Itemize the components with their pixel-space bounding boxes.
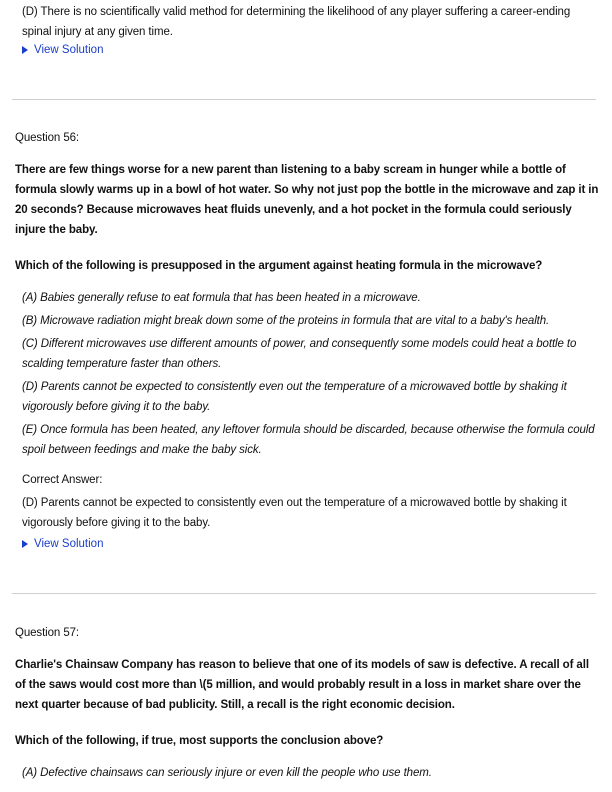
answer-options xyxy=(0,288,612,463)
prompt-text: Which of the following, if true, most supports the conclusion above? xyxy=(15,735,384,747)
previous-answer-text: (D) There is no scientifically valid method for determining the likelihood of any player suffering a career-ending spinal injury at any given time. xyxy=(22,6,571,38)
correct-answer-label: Correct Answer: xyxy=(22,474,103,486)
option-a[interactable]: (A) Defective chainsaws can seriously injure or even kill the people who use them. xyxy=(22,767,432,779)
question-57-prompt xyxy=(0,731,612,751)
question-56 xyxy=(0,128,612,148)
view-solution-link[interactable] xyxy=(22,538,103,550)
question-57-passage xyxy=(0,655,612,715)
question-56-prompt xyxy=(0,256,612,276)
previous-view-solution-row xyxy=(0,41,612,59)
passage-text: There are few things worse for a new parent than listening to a baby scream in hunger while a bottle of formula slowly warms up in a bowl of hot water. So why not just pop the bottle in the microwave and zap it in 20 seconds? Because microwaves heat fluids unevenly, and a hot pocket in the formula could seriously injure the baby. xyxy=(15,164,599,236)
correct-answer-text: (D) Parents cannot be expected to consistently even out the temperature of a microwaved bottle by shaking it vigorously before giving it to the baby. xyxy=(22,497,567,529)
view-solution-label: View Solution xyxy=(34,44,104,56)
divider xyxy=(12,99,596,100)
triangle-right-icon xyxy=(22,46,28,54)
question-heading: Question 56: xyxy=(15,132,80,144)
option-e[interactable]: (E) Once formula has been heated, any leftover formula should be discarded, because otherwise the formula could spoil between feedings and make the baby sick. xyxy=(22,424,595,456)
question-heading: Question 57: xyxy=(15,627,80,639)
option-b[interactable]: (B) Microwave radiation might break down some of the proteins in formula that are vital to a baby's health. xyxy=(22,315,550,327)
option-a[interactable]: (A) Babies generally refuse to eat formula that has been heated in a microwave. xyxy=(22,292,421,304)
view-solution-label: View Solution xyxy=(34,538,104,550)
view-solution-link[interactable] xyxy=(22,44,103,56)
question-57 xyxy=(0,623,612,643)
triangle-right-icon xyxy=(22,540,28,548)
option-d[interactable]: (D) Parents cannot be expected to consistently even out the temperature of a microwaved bottle by shaking it vigorously before giving it to the baby. xyxy=(22,381,567,413)
correct-answer xyxy=(0,493,612,533)
previous-answer xyxy=(0,2,612,42)
prompt-text: Which of the following is presupposed in the argument against heating formula in the microwave? xyxy=(15,260,543,272)
view-solution-row xyxy=(0,535,612,553)
answer-options xyxy=(0,763,612,786)
option-c[interactable]: (C) Different microwaves use different amounts of power, and consequently some models could heat a bottle to scalding temperature faster than others. xyxy=(22,338,577,370)
correct-answer-heading-row xyxy=(0,470,612,490)
divider xyxy=(12,593,596,594)
question-56-passage xyxy=(0,160,612,240)
passage-text: Charlie's Chainsaw Company has reason to believe that one of its models of saw is defective. A recall of all of the saws would cost more than \(5 million, and would probably result in a loss in market share over the next quarter because of bad publicity. Still, a recall is the right economic decision. xyxy=(15,659,589,711)
